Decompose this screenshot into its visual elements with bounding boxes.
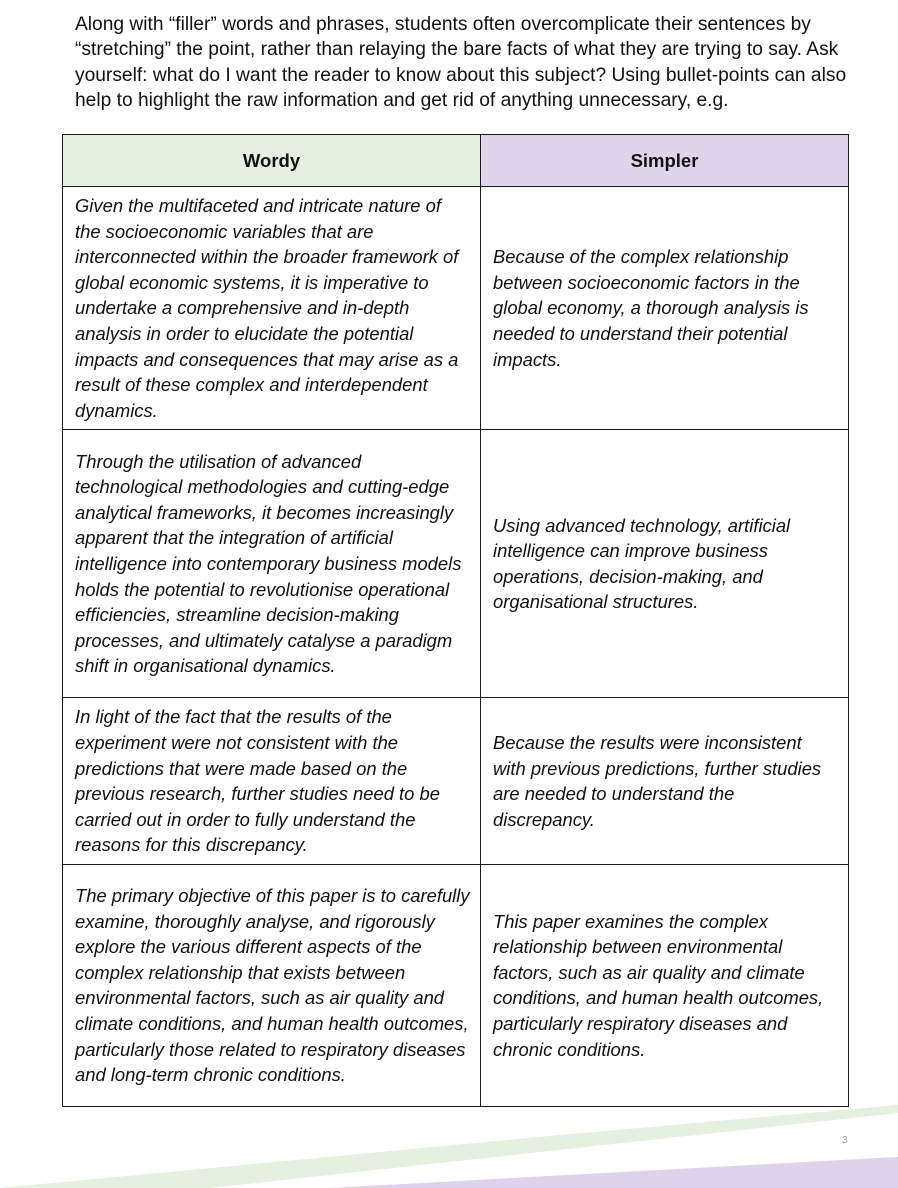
simpler-cell: Because the results were inconsistent with previous predictions, further studies are needed to understand the discrepancy. (481, 698, 849, 865)
comparison-table (62, 134, 849, 1107)
simpler-cell: Using advanced technology, artificial intelligence can improve business operations, decision-making, and organisational structures. (481, 430, 849, 698)
table-header-row (63, 135, 849, 187)
table-row (63, 187, 849, 430)
wordy-header: Wordy (63, 135, 481, 187)
wordy-cell: In light of the fact that the results of the experiment were not consistent with the predictions that were made based on the previous research, further studies need to be carried out in order to fully understand the reasons for this discrepancy. (63, 698, 481, 865)
intro-paragraph: Along with “filler” words and phrases, students often overcomplicate their sentences by “stretching” the point, rather than relaying the bare facts of what they are trying to say. Ask yourself: what do I want the reader to know about this subject? Using bullet-points can also help to highlight the raw information and get rid of anything unnecessary, e.g. (75, 14, 847, 111)
wordy-cell: Through the utilisation of advanced technological methodologies and cutting-edge analytical frameworks, it becomes increasingly apparent that the integration of artificial intelligence into contemporary business models holds the potential to revolutionise operational efficiencies, streamline decision-making processes, and ultimately catalyse a paradigm shift in organisational dynamics. (63, 430, 481, 698)
simpler-cell: Because of the complex relationship between socioeconomic factors in the global economy, a thorough analysis is needed to understand their potential impacts. (481, 187, 849, 430)
footer-decoration (0, 1105, 898, 1188)
table-row (63, 430, 849, 698)
wordy-cell: Given the multifaceted and intricate nature of the socioeconomic variables that are interconnected within the broader framework of global economic systems, it is imperative to undertake a comprehensive and in-depth analysis in order to elucidate the potential impacts and consequences that may arise as a result of these complex and interdependent dynamics. (63, 187, 481, 430)
table-row (63, 698, 849, 865)
simpler-cell: This paper examines the complex relationship between environmental factors, such as air quality and climate conditions, and human health outcomes, particularly respiratory diseases and chronic conditions. (481, 864, 849, 1106)
simpler-header: Simpler (481, 135, 849, 187)
wordy-cell: The primary objective of this paper is to carefully examine, thoroughly analyse, and rigorously explore the various different aspects of the complex relationship that exists between environmental factors, such as air quality and climate conditions, and human health outcomes, particularly those related to respiratory diseases and long-term chronic conditions. (63, 864, 481, 1106)
table-row (63, 864, 849, 1106)
page-number: 3 (842, 1135, 848, 1146)
